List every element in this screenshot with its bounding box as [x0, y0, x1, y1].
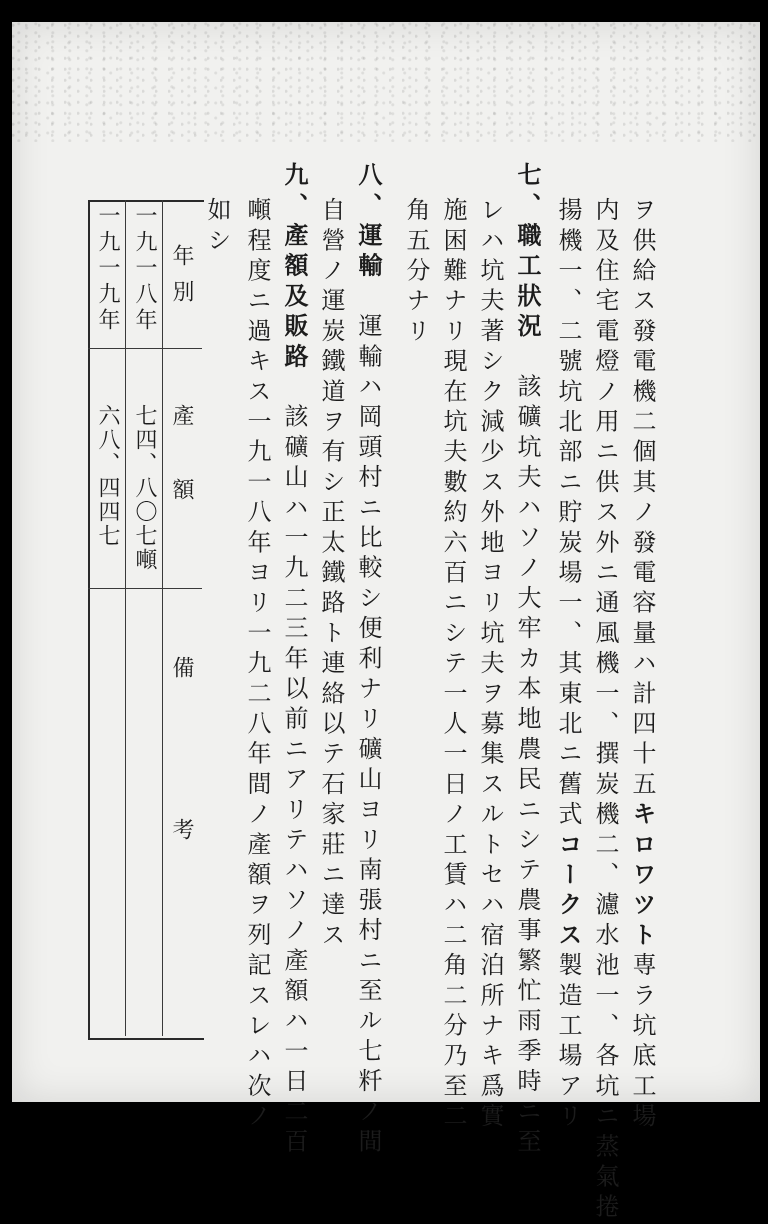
table-cell-amount: 七四、八〇七噸: [132, 404, 157, 572]
text-run: レハ坑夫著シク減少ス外地ヨリ坑夫ヲ募集スルトセハ宿泊所ナキ爲實: [476, 197, 504, 1134]
text-run: 揚機一、二號坑北部ニ貯炭場一、其東北ニ舊式: [554, 197, 582, 832]
table-header-amount: 產額: [169, 404, 194, 552]
section-heading-9: 九、產額及販路: [280, 162, 309, 374]
text-column-2: [593, 197, 617, 1224]
text-column-3: [556, 197, 580, 1133]
text-run-emphasis: キロワツト: [628, 801, 656, 952]
text-run: 自營ノ運炭鐵道ヲ有シ正太鐵路ト連絡以テ石家莊ニ達ス: [317, 197, 345, 952]
section-heading-8: 八、運輸: [354, 162, 383, 283]
text-run: 噸程度ニ過キス一九一八年ヨリ一九二八年間ノ產額ヲ列記スレハ次ノ: [243, 197, 271, 1134]
table-divider: [88, 588, 202, 589]
text-column-12: [205, 197, 229, 257]
table-header-note: 備考: [169, 656, 194, 980]
table-cell-year: 一九一八年: [132, 204, 157, 334]
text-run: 該礦坑夫ハソノ大牢カ本地農民ニシテ農事繁忙雨季時ニ至: [513, 343, 541, 1159]
text-column-6: [441, 197, 465, 1133]
text-run: 専ラ坑底工場: [628, 952, 656, 1134]
text-column-1: [630, 197, 654, 1133]
section-heading-7: 七、職工狀況: [513, 162, 542, 344]
text-column-5: [478, 197, 502, 1133]
text-run: 施困難ナリ現在坑夫數約六百ニシテ一人一日ノ工賃ハ二角二分乃至二: [439, 197, 467, 1134]
text-run: 運輸ハ岡頭村ニ比較シ便利ナリ礦山ヨリ南張村ニ至ル七粁ノ間: [354, 282, 382, 1159]
text-run: ヲ供給ス發電機二個其ノ發電容量ハ計四十五: [628, 197, 656, 801]
text-run-emphasis: コークス: [554, 831, 582, 953]
text-column-4: [513, 162, 542, 1159]
text-run: 製造工場アリ: [554, 952, 582, 1134]
text-run: 内及住宅電燈ノ用ニ供ス外ニ通風機一、撰炭機二、濾水池一、各坑ニ蒸氣捲: [591, 197, 619, 1224]
table-divider: [162, 200, 163, 1036]
document-page: [12, 22, 760, 1224]
table-divider: [88, 348, 202, 349]
table-header-year: 年別: [169, 244, 194, 316]
table-cell-amount: 六八、四四七: [95, 404, 120, 548]
text-column-8: [354, 162, 383, 1159]
text-run: 角五分ナリ: [402, 197, 430, 348]
text-column-11: [245, 197, 269, 1133]
text-column-7: [404, 197, 428, 348]
text-run: 該礦山ハ一九二三年以前ニアリテハソノ產額ハ一日二百: [280, 373, 308, 1159]
table-divider: [125, 200, 126, 1036]
text-run: 如シ: [203, 197, 231, 258]
text-column-9: [319, 197, 343, 952]
text-column-10: [280, 162, 309, 1159]
table-cell-year: 一九一九年: [95, 204, 120, 334]
